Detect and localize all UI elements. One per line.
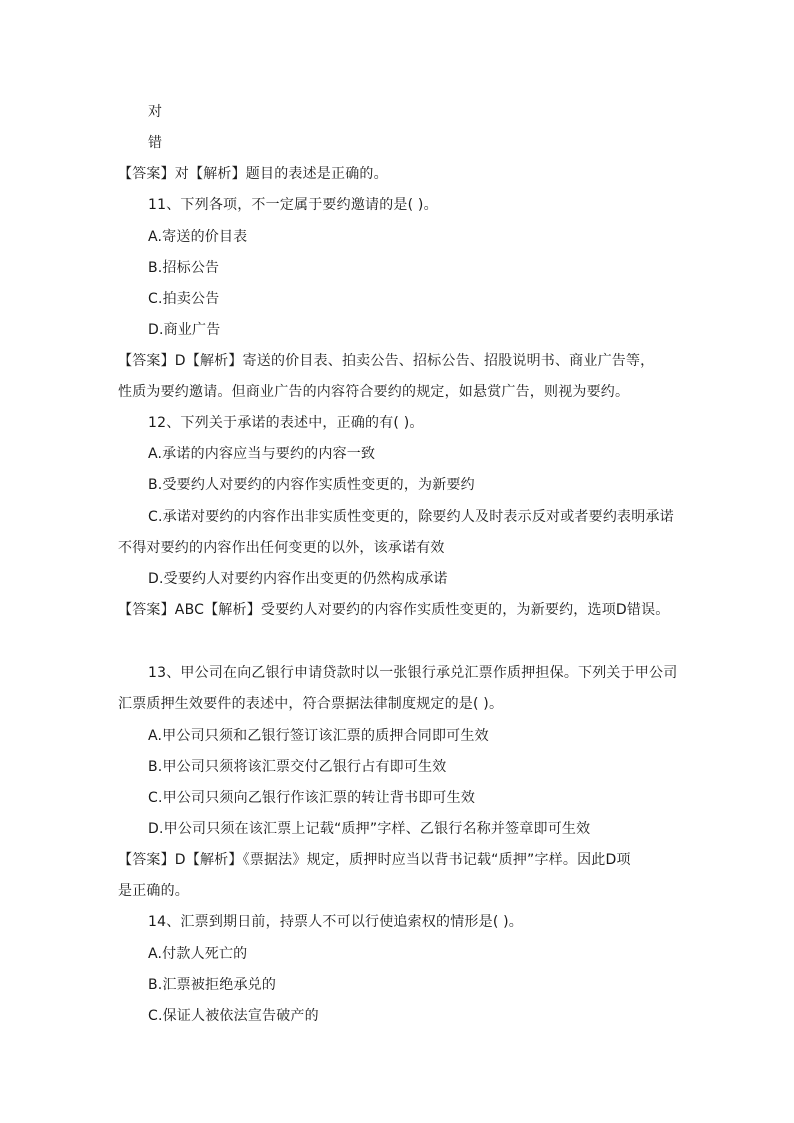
question-13-line-1: 13、甲公司在向乙银行申请贷款时以一张银行承兑汇票作质押担保。下列关于甲公司 [148, 665, 678, 681]
q12-option-a: A.承诺的内容应当与要约的内容一致 [148, 446, 376, 462]
answer-13-line-2: 是正确的。 [118, 883, 189, 899]
answer-11-line-1: 【答案】D【解析】寄送的价目表、拍卖公告、招标公告、招股说明书、商业广告等， [118, 353, 655, 369]
q11-option-a: A.寄送的价目表 [148, 229, 248, 245]
answer-10: 【答案】对【解析】题目的表述是正确的。 [118, 166, 388, 182]
answer-13-line-1: 【答案】D【解析】《票据法》规定，质押时应当以背书记载“质押”字样。因此D项 [118, 852, 631, 868]
answer-12: 【答案】ABC【解析】受要约人对要约的内容作实质性变更的，为新要约，选项D错误。 [118, 602, 670, 618]
option-false: 错 [148, 135, 163, 151]
q13-option-c: C.甲公司只须向乙银行作该汇票的转让背书即可生效 [148, 790, 476, 806]
q11-option-c: C.拍卖公告 [148, 291, 220, 307]
answer-11-line-2: 性质为要约邀请。但商业广告的内容符合要约的规定，如悬赏广告，则视为要约。 [118, 384, 630, 400]
question-11: 11、下列各项，不一定属于要约邀请的是( )。 [148, 197, 438, 213]
q14-option-b: B.汇票被拒绝承兑的 [148, 977, 277, 993]
question-13-line-2: 汇票质押生效要件的表述中，符合票据法律制度规定的是( )。 [118, 696, 504, 712]
q13-option-b: B.甲公司只须将该汇票交付乙银行占有即可生效 [148, 759, 447, 775]
q12-option-c-line-1: C.承诺对要约的内容作出非实质性变更的，除要约人及时表示反对或者要约表明承诺 [148, 509, 674, 525]
question-14: 14、汇票到期日前，持票人不可以行使追索权的情形是( )。 [148, 914, 523, 930]
q11-option-b: B.招标公告 [148, 260, 220, 276]
q11-option-d: D.商业广告 [148, 322, 221, 338]
q14-option-c: C.保证人被依法宣告破产的 [148, 1008, 319, 1024]
option-true: 对 [148, 104, 163, 120]
q13-option-d: D.甲公司只须在该汇票上记载“质押”字样、乙银行名称并签章即可生效 [148, 821, 591, 837]
q12-option-c-line-2: 不得对要约的内容作出任何变更的以外，该承诺有效 [118, 540, 445, 556]
q12-option-d: D.受要约人对要约内容作出变更的仍然构成承诺 [148, 571, 448, 587]
q13-option-a: A.甲公司只须和乙银行签订该汇票的质押合同即可生效 [148, 728, 489, 744]
q12-option-b: B.受要约人对要约的内容作实质性变更的，为新要约 [148, 477, 475, 493]
q14-option-a: A.付款人死亡的 [148, 946, 248, 962]
question-12: 12、下列关于承诺的表述中，正确的有( )。 [148, 415, 424, 431]
